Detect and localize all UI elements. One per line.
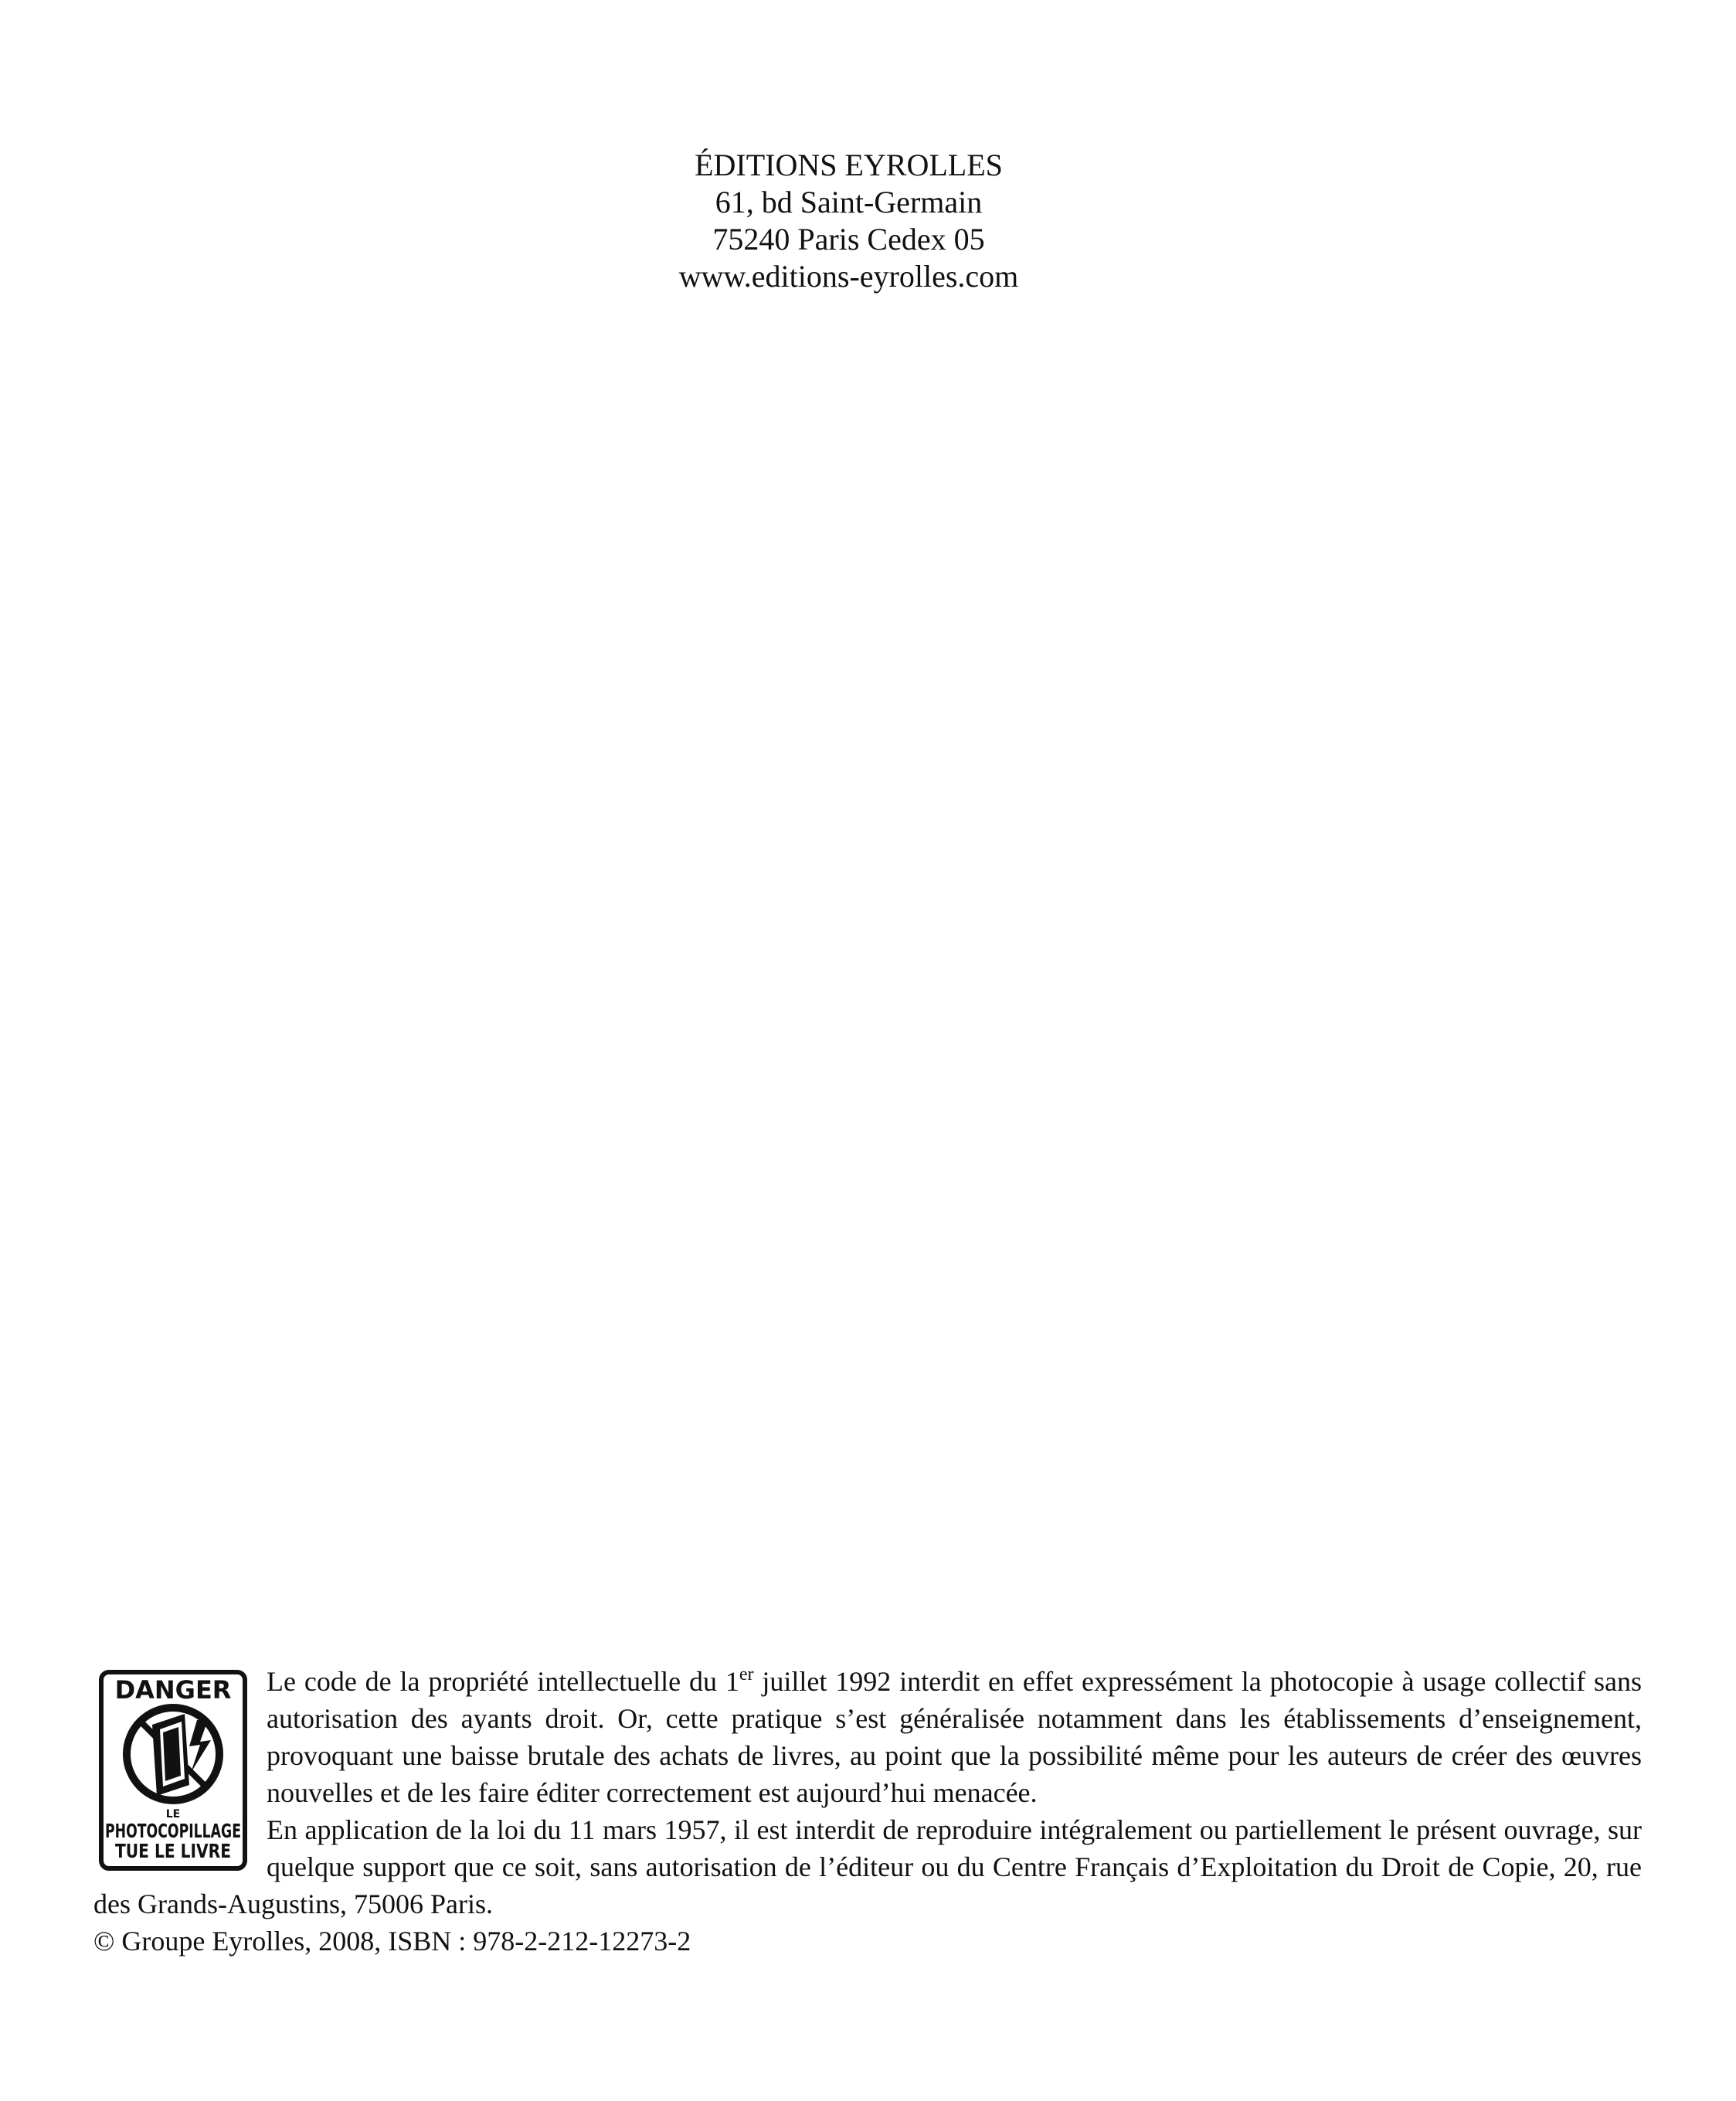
legal-paragraph-2-text: En application de la loi du 11 mars 1957, il est interdit de reproduire intégralement ou partiellement le présent ouvrage, sur quelque support que ce soit, sans autorisation de l’éditeur ou du Centre Français d’Exploitation du Droit de Copie, 20, rue des Grands-Augustins, 75006 Paris. (93, 1814, 1642, 1919)
publisher-website: www.editions-eyrolles.com (678, 259, 1019, 294)
legal-paragraph-1-start: Le code de la propriété intellectuelle du 1 (267, 1666, 739, 1697)
legal-paragraph-1-superscript: er (739, 1664, 754, 1685)
publisher-address-block (0, 147, 1697, 295)
publisher-name: ÉDITIONS EYROLLES (695, 148, 1003, 182)
legal-paragraph-1 (93, 1663, 1642, 1811)
legal-paragraph-1-rest: juillet 1992 interdit en effet expressément la photocopie à usage collectif sans autorisation des ayants droit. Or, cette pratique s’est généralisée notamment dans les établissements d’enseignement, provoquant une baisse brutale des achats de livres, au point que la possibilité même pour les auteurs de créer des œuvres nouvelles et de les faire éditer correctement est aujourd’hui menacée. (267, 1666, 1642, 1808)
publisher-city: 75240 Paris Cedex 05 (712, 222, 985, 257)
danger-le-label: LE (165, 1808, 181, 1821)
danger-label: DANGER (114, 1675, 232, 1705)
legal-notice (93, 1663, 1642, 1960)
copyright-line: © Groupe Eyrolles, 2008, ISBN : 978-2-212-12273-2 (93, 1926, 691, 1957)
photocopillage-label: PHOTOCOPILLAGE (105, 1820, 241, 1842)
tue-le-livre-label: TUE LE LIVRE (115, 1840, 231, 1862)
publisher-street: 61, bd Saint-Germain (715, 185, 983, 219)
danger-photocopillage-logo-icon (98, 1669, 248, 1872)
legal-paragraph-2 (93, 1811, 1642, 1923)
